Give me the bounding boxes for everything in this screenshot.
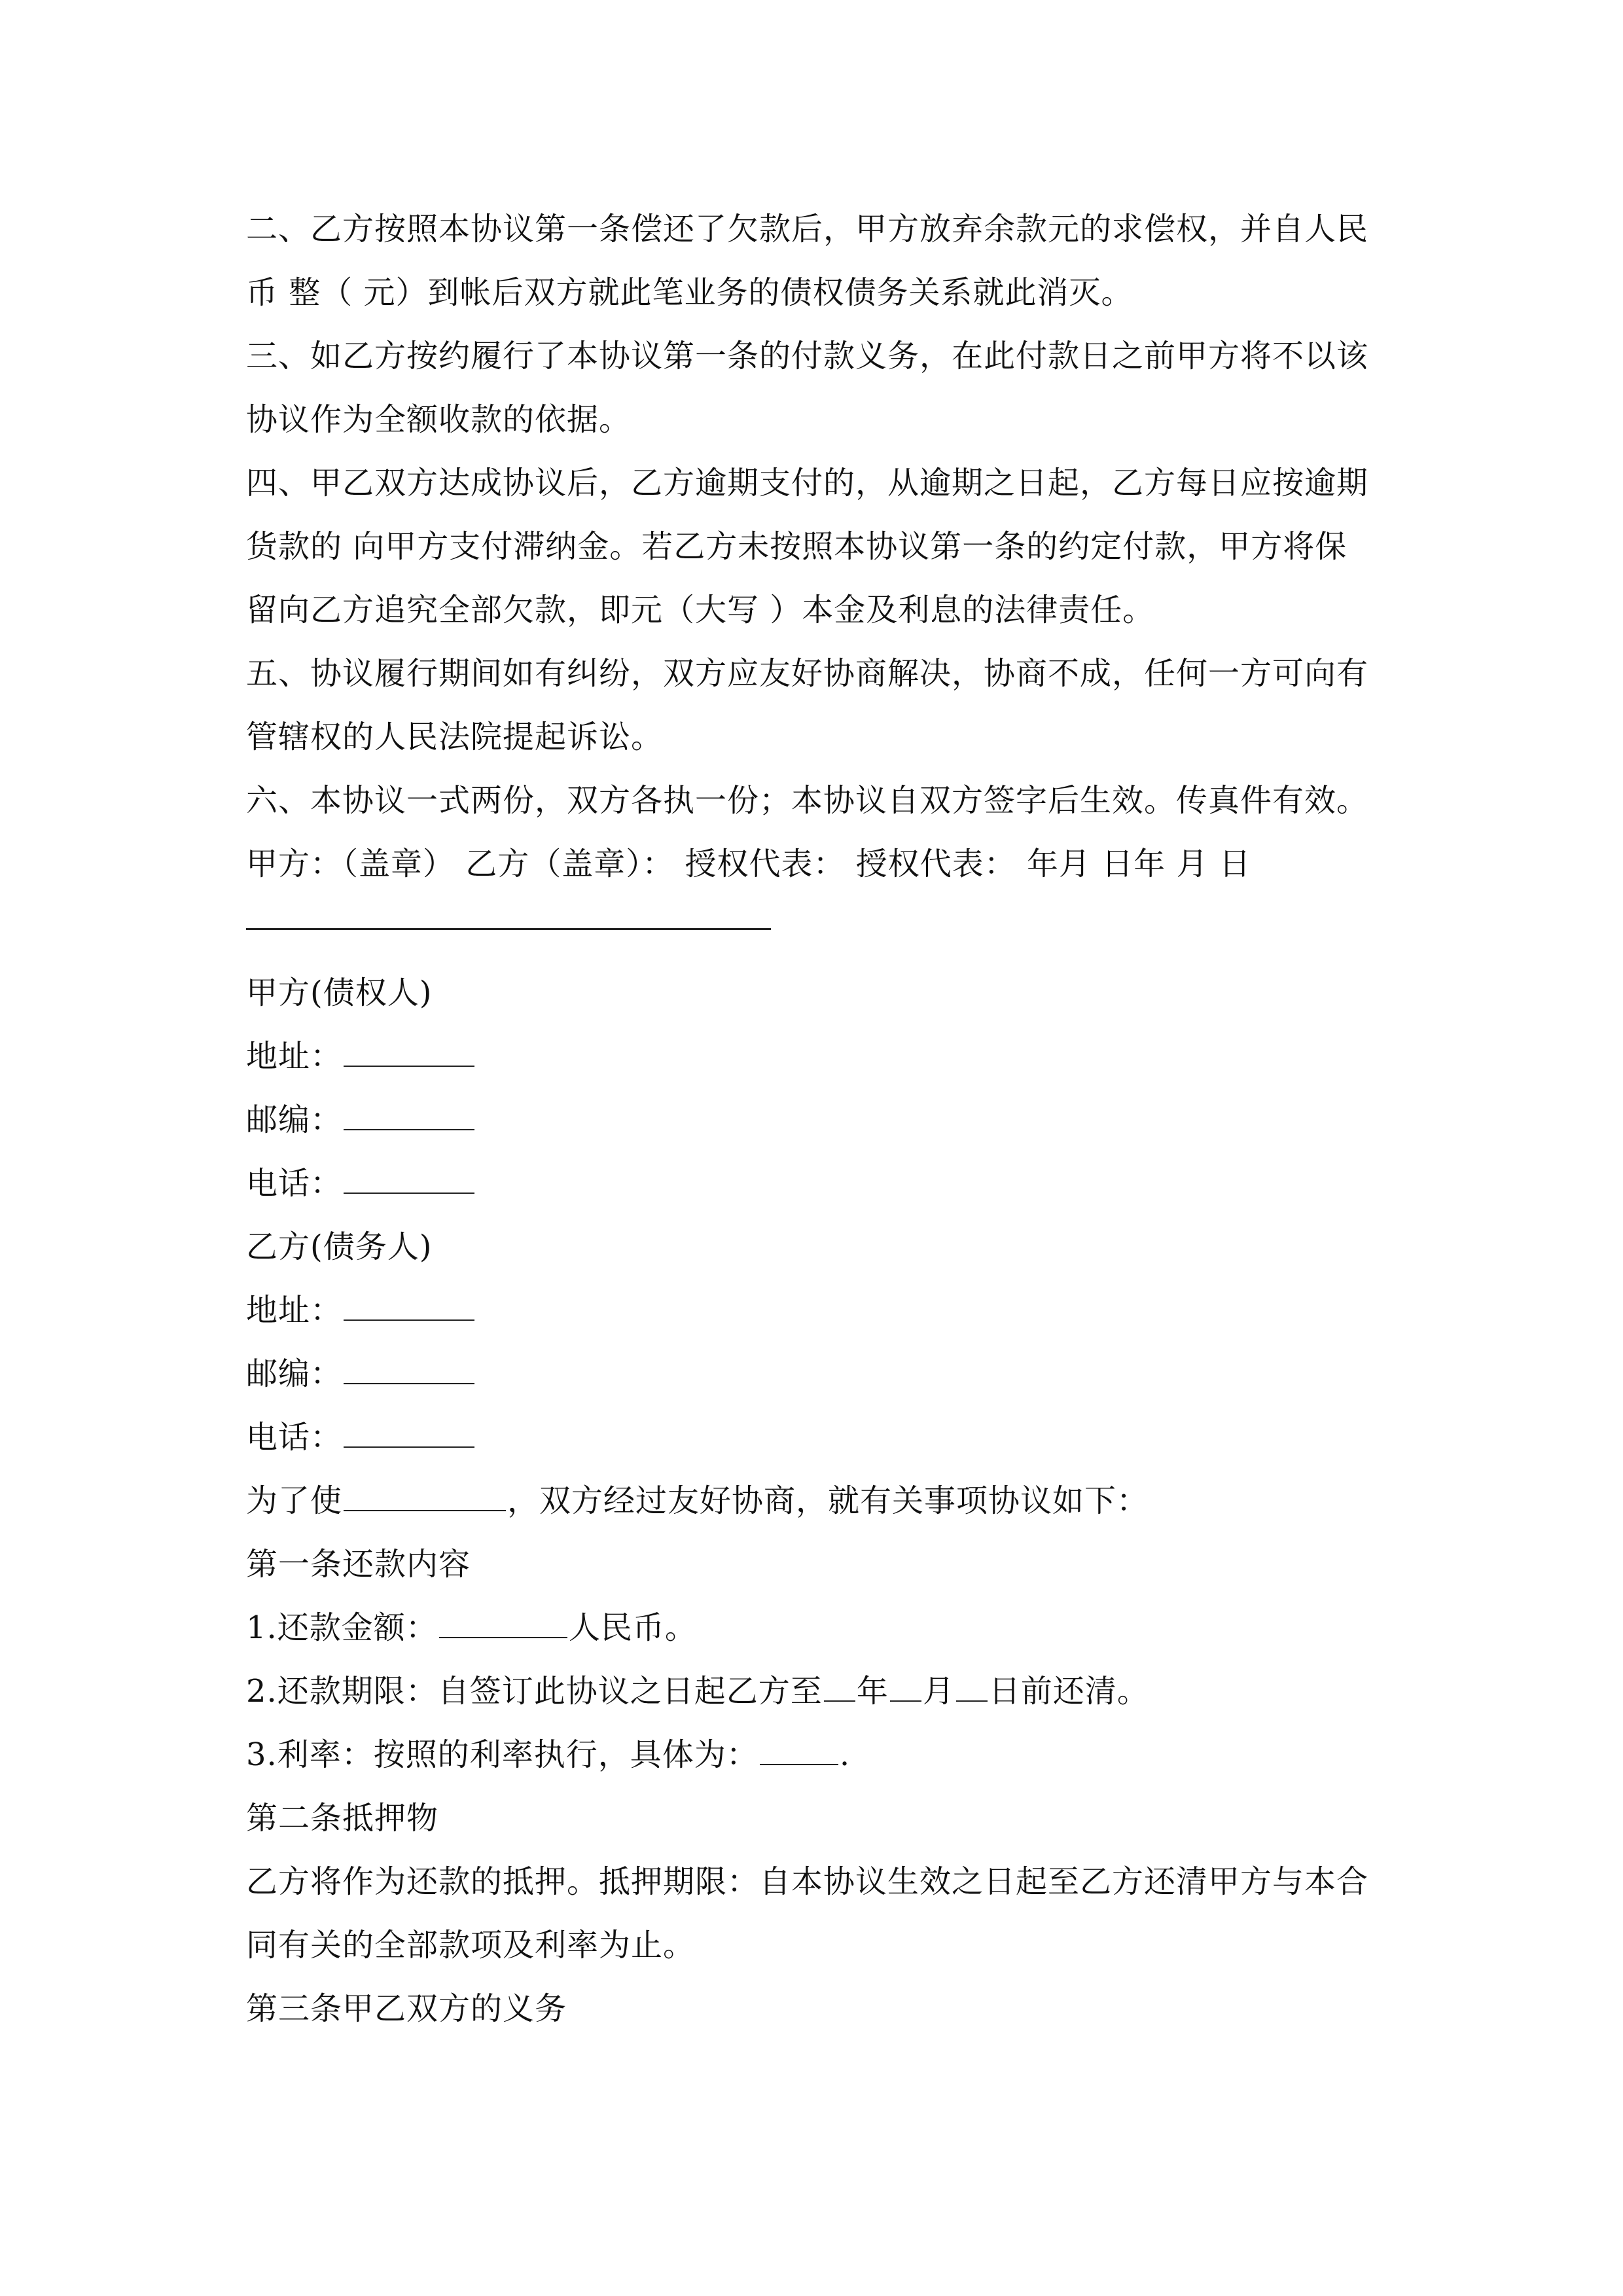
term-day-suffix: 日前还清。: [988, 1673, 1149, 1710]
party-b-phone: [246, 1418, 476, 1457]
party-b-address: [246, 1291, 476, 1330]
party-b-address-blank[interactable]: [344, 1291, 474, 1321]
amount-unit: 人民币。: [568, 1609, 697, 1646]
term-month: 月: [922, 1673, 955, 1710]
party-a-postcode-label: 邮编：: [246, 1102, 343, 1138]
intro-after: ，双方经过友好协商，就有关事项协议如下：: [507, 1482, 1149, 1519]
clause-4-line-3: 留向乙方追究全部欠款，即元（大写 ）本金及利息的法律责任。: [246, 592, 1155, 628]
party-a-phone-blank[interactable]: [344, 1164, 474, 1194]
article-1-term: [246, 1672, 1149, 1711]
clause-2-line-2: 币 整（ 元）到帐后双方就此笔业务的债权债务关系就此消灭。: [246, 274, 1133, 311]
party-b-phone-blank[interactable]: [344, 1418, 474, 1448]
rate-blank[interactable]: [760, 1735, 838, 1765]
clause-5-line-1: 五、协议履行期间如有纠纷，双方应友好协商解决，协商不成，任何一方可向有: [246, 655, 1369, 692]
article-1-amount: [246, 1608, 697, 1647]
party-a-postcode-blank[interactable]: [344, 1100, 474, 1130]
intro-before: 为了使: [246, 1482, 343, 1519]
clause-5-line-2: 管辖权的人民法院提起诉讼。: [246, 719, 664, 755]
term-month-blank[interactable]: [890, 1672, 921, 1702]
party-a-title: 甲方(债权人): [246, 975, 433, 1011]
clause-4-line-1: 四、甲乙双方达成协议后，乙方逾期支付的，从逾期之日起，乙方每日应按逾期: [246, 465, 1369, 501]
amount-label: 1.还款金额：: [246, 1609, 438, 1646]
clause-6-line-1: 六、本协议一式两份，双方各执一份；本协议自双方签字后生效。传真件有效。: [246, 782, 1369, 819]
term-day-blank[interactable]: [956, 1672, 988, 1702]
party-b-postcode-blank[interactable]: [344, 1354, 474, 1384]
party-b-title: 乙方(债务人): [246, 1229, 433, 1265]
article-1-title: 第一条还款内容: [246, 1546, 471, 1583]
party-a-postcode: [246, 1100, 476, 1139]
party-a-phone-label: 电话：: [246, 1165, 343, 1202]
separator-rule: [246, 928, 771, 930]
amount-blank[interactable]: [439, 1608, 567, 1638]
party-a-phone: [246, 1164, 476, 1203]
term-label: 2.还款期限：自签订此协议之日起乙方至: [246, 1673, 823, 1710]
article-3-title: 第三条甲乙双方的义务: [246, 1990, 567, 2027]
article-2-title: 第二条抵押物: [246, 1800, 439, 1837]
clause-2-line-1: 二、乙方按照本协议第一条偿还了欠款后，甲方放弃余款元的求偿权，并自人民: [246, 211, 1369, 247]
clause-4-line-2: 货款的 向甲方支付滞纳金。若乙方未按照本协议第一条的约定付款，甲方将保: [246, 528, 1347, 565]
clause-3-line-2: 协议作为全额收款的依据。: [246, 401, 632, 438]
party-a-address: [246, 1037, 476, 1076]
signature-line: 甲方：（盖章） 乙方（盖章）： 授权代表： 授权代表： 年月 日年 月 日: [246, 846, 1251, 882]
party-a-address-label: 地址：: [246, 1038, 343, 1075]
intro-purpose-blank[interactable]: [344, 1481, 506, 1511]
clause-3-line-1: 三、如乙方按约履行了本协议第一条的付款义务，在此付款日之前甲方将不以该: [246, 338, 1369, 374]
party-b-postcode: [246, 1354, 476, 1393]
intro-line: [246, 1481, 1149, 1520]
article-1-rate: [246, 1735, 850, 1774]
party-b-postcode-label: 邮编：: [246, 1355, 343, 1392]
article-2-line-2: 同有关的全部款项及利率为止。: [246, 1927, 696, 1964]
article-2-line-1: 乙方将作为还款的抵押。抵押期限：自本协议生效之日起至乙方还清甲方与本合: [246, 1863, 1369, 1900]
party-a-address-blank[interactable]: [344, 1037, 474, 1067]
rate-suffix: .: [839, 1736, 851, 1773]
term-year: 年: [856, 1673, 889, 1710]
party-b-address-label: 地址：: [246, 1292, 343, 1329]
rate-label: 3.利率：按照的利率执行，具体为：: [246, 1736, 758, 1773]
party-b-phone-label: 电话：: [246, 1419, 343, 1456]
term-year-blank[interactable]: [824, 1672, 855, 1702]
